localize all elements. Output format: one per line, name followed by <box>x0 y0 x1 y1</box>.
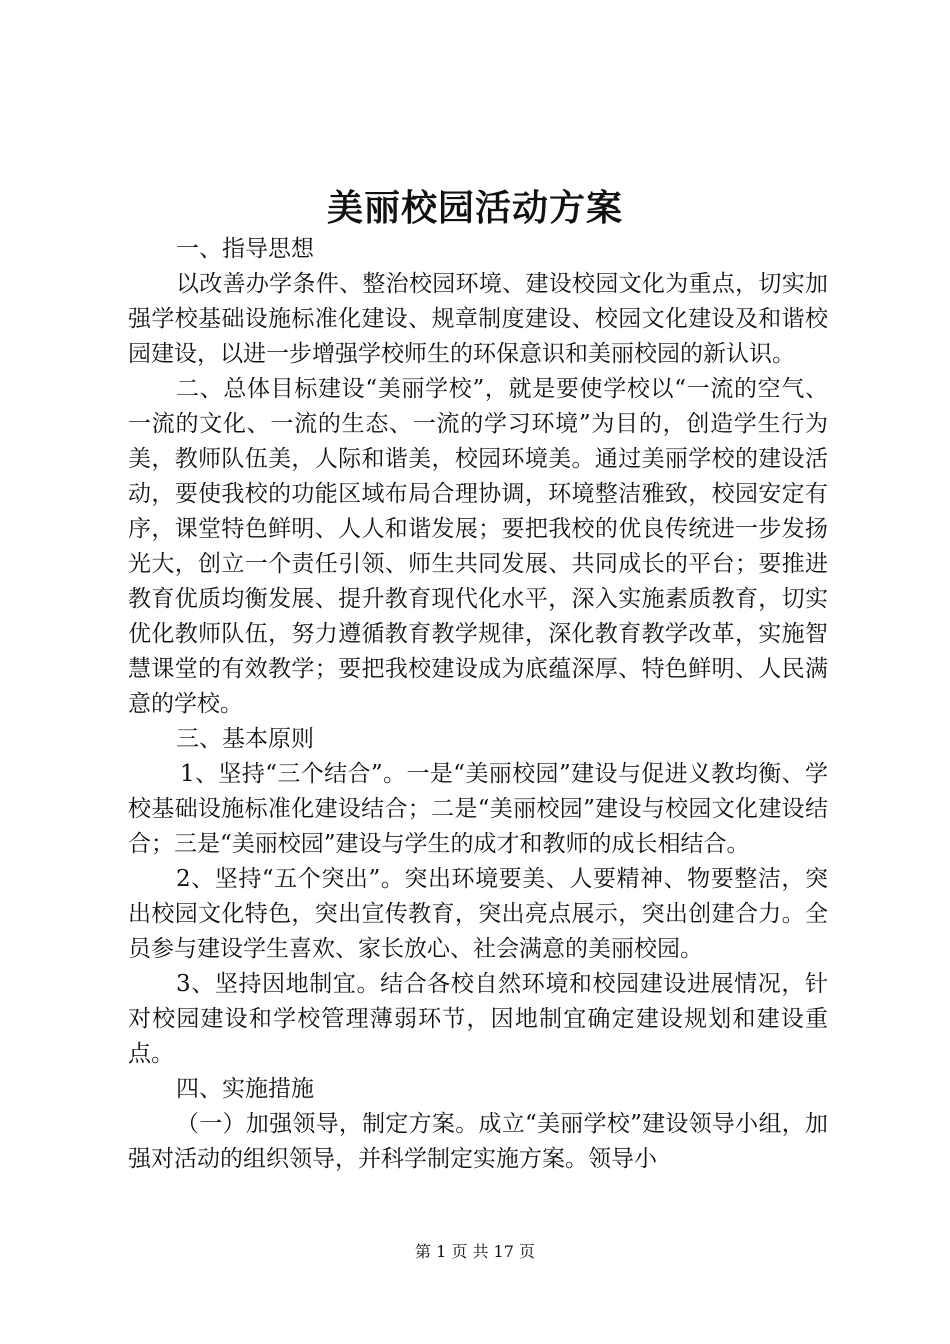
paragraph-overall-goal: 二、总体目标建设“美丽学校”，就是要使学校以“一流的空气、一流的文化、一流的生态、一流的学习环境”为目的，创造学生行为美，教师队伍美，人际和谐美，校园环境美。通过美丽学校的建设活动，要使我校的功能区域布局合理协调，环境整洁雅致，校园安定有序，课堂特色鲜明、人人和谐发展；要把我校的优良传统进一步发扬光大，创立一个责任引领、师生共同发展、共同成长的平台；要推进教育优质均衡发展、提升教育现代化水平，深入实施素质教育，切实优化教师队伍，努力遵循教育教学规律，深化教育教学改革，实施智慧课堂的有效教学；要把我校建设成为底蕴深厚、特色鲜明、人民满意的学校。 <box>128 376 828 717</box>
paragraph-implementation-1: （一）加强领导，制定方案。成立“美丽学校”建设领导小组，加强对活动的组织领导，并科学制定实施方案。领导小 <box>128 1111 828 1172</box>
paragraph-principle-3: 3、坚持因地制宜。结合各校自然环境和校园建设进展情况，针对校园建设和学校管理薄弱环节，因地制宜确定建设规划和建设重点。 <box>128 971 828 1067</box>
document-title: 美丽校园活动方案 <box>326 187 623 229</box>
section-heading-implementation: 四、实施措施 <box>176 1076 314 1102</box>
paragraph-principle-1: 1、坚持“三个结合”。一是“美丽校园”建设与促进义教均衡、学校基础设施标准化建设结合；二是“美丽校园”建设与校园文化建设结合；三是“美丽校园”建设与学生的成才和教师的成长相结合。 <box>128 761 828 857</box>
paragraph-guiding-thought: 以改善办学条件、整治校园环境、建设校园文化为重点，切实加强学校基础设施标准化建设、规章制度建设、校园文化建设及和谐校园建设，以进一步增强学校师生的环保意识和美丽校园的新认识。 <box>128 271 828 367</box>
paragraph-principle-2: 2、坚持“五个突出”。突出环境要美、人要精神、物要整洁，突出校园文化特色，突出宣传教育，突出亮点展示，突出创建合力。全员参与建设学生喜欢、家长放心、社会满意的美丽校园。 <box>128 866 828 962</box>
document-body <box>128 232 828 1177</box>
section-heading-guiding-thought: 一、指导思想 <box>176 236 314 262</box>
page-footer: 第 1 页 共 17 页 <box>415 1242 535 1261</box>
section-heading-basic-principles: 三、基本原则 <box>176 726 314 752</box>
